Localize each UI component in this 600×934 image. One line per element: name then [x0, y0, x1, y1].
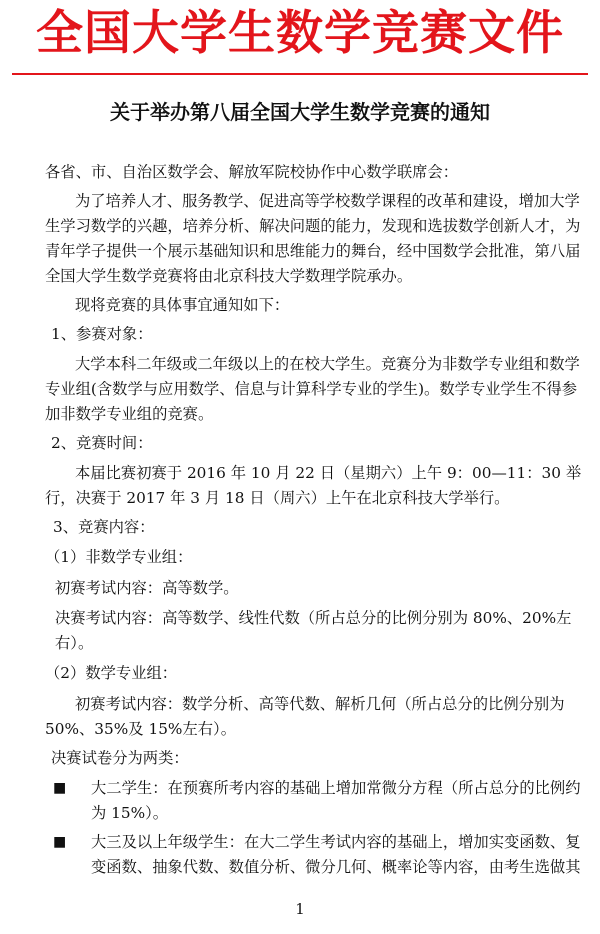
- non-math-final: 决赛考试内容：高等数学、线性代数（所占总分的比例分别为 80%、20%左右）。: [55, 609, 572, 652]
- time-paragraph: 本届比赛初赛于 2016 年 10 月 22 日（星期六）上午 9：00—11：30 举行，决赛于 2017 年 3 月 18 日（周六）上午在北京科技大学举行。: [45, 464, 582, 507]
- subsection-heading-non-math: （1）非数学专业组：: [45, 548, 193, 566]
- salutation: 各省、市、自治区数学会、解放军院校协作中心数学联席会：: [45, 163, 459, 181]
- list-item-text: 大三及以上年级学生：在大二学生考试内容的基础上，增加实变函数、复变函数、抽象代数、数值分析、微分几何、概率论等内容，由考生选做其: [91, 833, 581, 876]
- section-heading-participants: 1、参赛对象：: [51, 325, 153, 343]
- lead-paragraph: 现将竞赛的具体事宜通知如下：: [75, 296, 290, 314]
- section-heading-content: 3、竞赛内容：: [53, 518, 155, 536]
- intro-paragraph: 为了培养人才、服务教学、促进高等学校数学课程的改革和建设，增加大学生学习数学的兴趣，培养分析、解决问题的能力，发现和选拔数学创新人才，为青年学子提供一个展示基础知识和思维能力的舞台，经中国数学会批准，第八届全国大学生数学竞赛将由北京科技大学数理学院承办。: [45, 192, 581, 285]
- section-heading-time: 2、竞赛时间：: [51, 434, 153, 452]
- square-bullet-icon: ■: [53, 780, 67, 796]
- list-item-junior-senior: [45, 830, 590, 880]
- non-math-prelim: 初赛考试内容：高等数学。: [55, 579, 239, 597]
- notice-title: 关于举办第八届全国大学生数学竞赛的通知: [110, 100, 490, 124]
- header-divider: [12, 73, 588, 75]
- participants-paragraph: 大学本科二年级或二年级以上的在校大学生。竞赛分为非数学专业组和数学专业组(含数学与应用数学、信息与计算科学专业的学生)。数学专业学生不得参加非数学专业组的竞赛。: [45, 355, 580, 423]
- subsection-heading-math: （2）数学专业组：: [45, 664, 178, 682]
- square-bullet-icon: ■: [53, 834, 67, 850]
- math-final-intro: 决赛试卷分为两类：: [51, 749, 189, 767]
- document-header-title: 全国大学生数学竞赛文件: [36, 6, 564, 61]
- math-prelim: 初赛考试内容：数学分析、高等代数、解析几何（所占总分的比例分别为 50%、35%及 15%左右）。: [45, 695, 565, 738]
- list-item-text: 大二学生：在预赛所考内容的基础上增加常微分方程（所占总分的比例约为 15%）。: [91, 779, 581, 822]
- page-number: 1: [295, 900, 305, 918]
- document-body: [45, 160, 590, 884]
- list-item-sophomore: [45, 776, 590, 826]
